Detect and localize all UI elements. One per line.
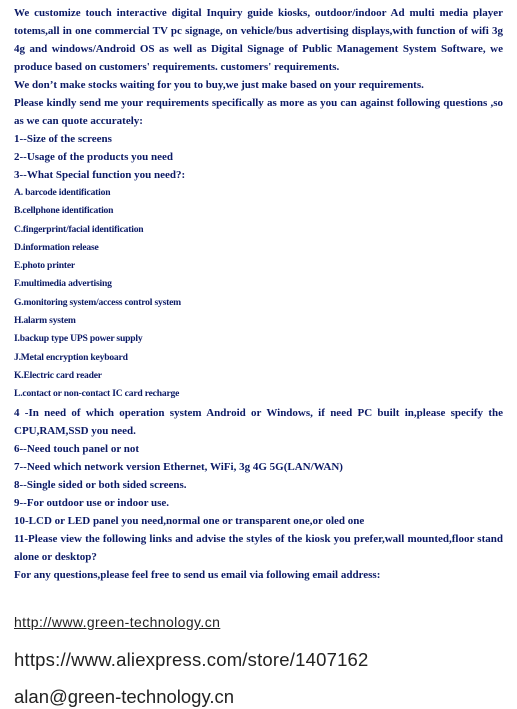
question-sided: 8--Single sided or both sided screens.: [14, 478, 187, 491]
question-screen-size: 1--Size of the screens: [14, 133, 112, 145]
question-outdoor-indoor: 9--For outdoor use or indoor use.: [14, 496, 170, 509]
please-send-paragraph: Please kindly send me your requirements specifically as more as you can against following questions ,so as we can quote accurately:: [14, 97, 503, 127]
function-option: C.fingerprint/facial identification: [14, 223, 144, 235]
function-option: B.cellphone identification: [14, 205, 114, 217]
function-option: I.backup type UPS power supply: [14, 333, 143, 345]
closing-statement: For any questions,please feel free to send us email via following email address:: [14, 568, 381, 581]
website-link[interactable]: http://www.green-technology.cn: [14, 614, 221, 630]
intro-paragraph: We customize touch interactive digital Inquiry guide kiosks, outdoor/indoor Ad multi media player totems,all in one commercial TV pc signage, on vehicle/bus advertising displays,with function of wifi 3g 4g and windows/Android OS as well as Digital Signage of Public Management System Software, we produce based on customers' requirements. customers' requirements.: [14, 7, 503, 73]
function-option: G.monitoring system/access control system: [14, 296, 181, 308]
question-network: 7--Need which network version Ethernet, WiFi, 3g 4G 5G(LAN/WAN): [14, 460, 343, 473]
question-touch-panel: 6--Need touch panel or not: [14, 442, 140, 455]
function-option: L.contact or non-contact IC card recharge: [14, 388, 180, 400]
question-special-function: 3--What Special function you need?:: [14, 169, 186, 181]
no-stock-statement: We don’t make stocks waiting for you to buy,we just make based on your requirements.: [14, 79, 424, 91]
question-usage: 2--Usage of the products you need: [14, 151, 173, 163]
function-option: J.Metal encryption keyboard: [14, 351, 128, 363]
question-panel-type: 10-LCD or LED panel you need,normal one or transparent one,or oled one: [14, 514, 365, 527]
function-option: F.multimedia advertising: [14, 278, 112, 290]
question-operating-system: 4 -In need of which operation system Android or Windows, if need PC built in,please specify the CPU,RAM,SSD you need.: [14, 406, 503, 437]
question-kiosk-style: 11-Please view the following links and advise the styles of the kiosk you prefer,wall mounted,floor stand alone or desktop?: [14, 532, 503, 563]
function-option: D.information release: [14, 241, 99, 253]
function-option: H.alarm system: [14, 315, 76, 327]
function-option: E.photo printer: [14, 260, 75, 272]
function-option: K.Electric card reader: [14, 369, 102, 381]
function-option: A. barcode identification: [14, 187, 111, 198]
email-address[interactable]: alan@green-technology.cn: [14, 686, 235, 707]
requirements-document: [14, 4, 503, 584]
store-link[interactable]: https://www.aliexpress.com/store/1407162: [14, 649, 369, 670]
